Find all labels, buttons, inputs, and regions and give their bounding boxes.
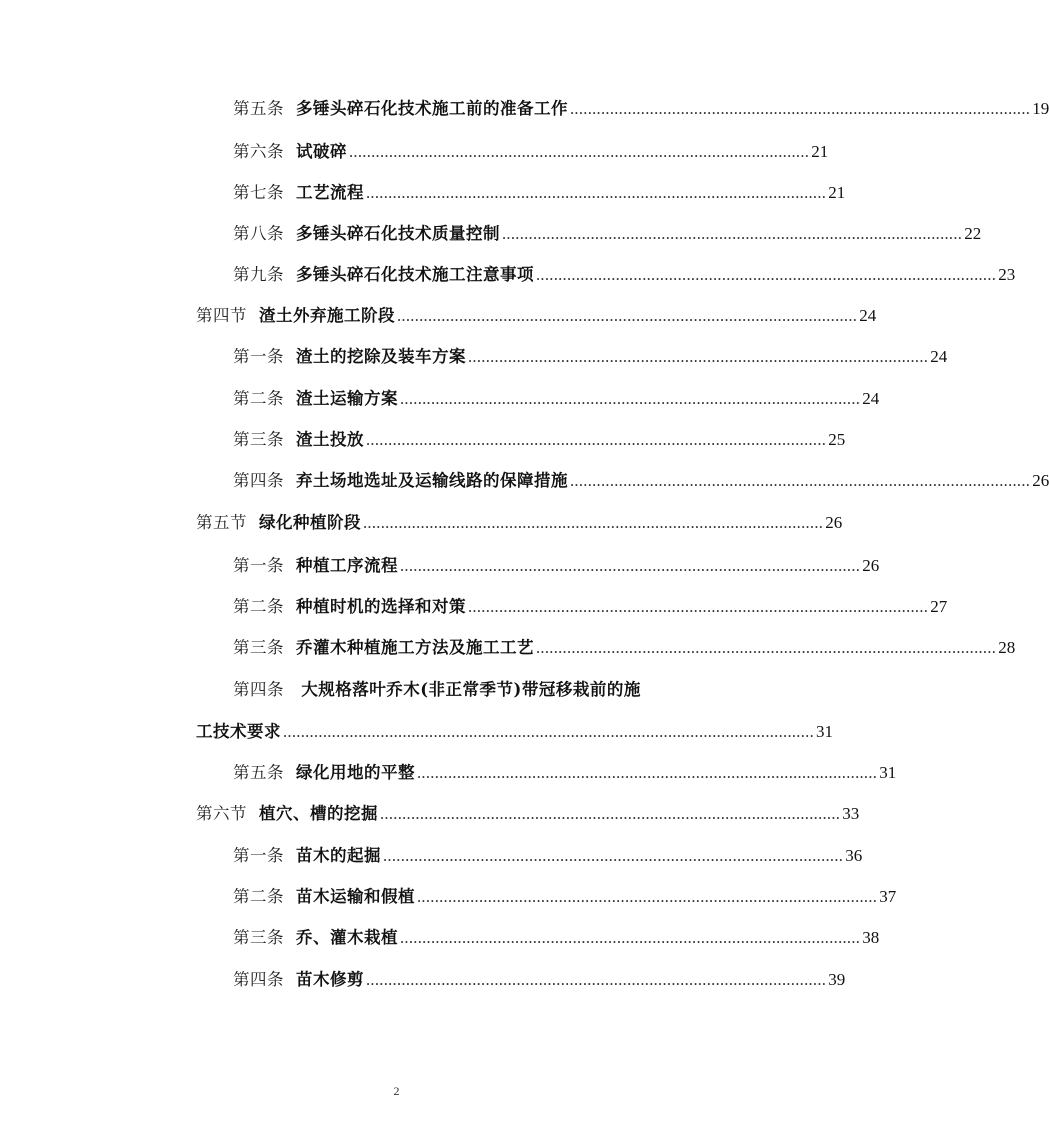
toc-entry-number: 第七条 (233, 183, 284, 202)
toc-entry-page: 38 (862, 928, 880, 947)
toc-entry-page: 19 (1032, 99, 1049, 118)
dot-leader: ........................................................................................................ (570, 99, 1031, 118)
dot-leader: ........................................................................................................ (383, 846, 844, 865)
toc-entry-number: 第四条 (233, 680, 284, 699)
dot-leader: ........................................................................................................ (468, 347, 929, 366)
toc-entry-title: 试破碎 (296, 142, 347, 161)
toc-entry-title: 苗木修剪 (296, 970, 364, 989)
dot-leader: ........................................................................................................ (536, 265, 997, 284)
toc-entry-page: 24 (930, 347, 948, 366)
toc-entry[interactable] (233, 925, 880, 951)
toc-entry-title: 多锤头碎石化技术施工前的准备工作 (296, 99, 568, 118)
dot-leader: ........................................................................................................................ (283, 722, 814, 741)
dot-leader: ........................................................................................................ (397, 306, 858, 325)
dot-leader: ........................................................................................................ (502, 224, 963, 243)
page-number-footer: 2 (393, 1084, 400, 1098)
toc-entry-title: 种植工序流程 (296, 556, 398, 575)
toc-entry-number: 第四条 (233, 970, 284, 989)
dot-leader: ........................................................................................................ (400, 556, 861, 575)
toc-entry-page: 26 (862, 556, 880, 575)
toc-entry-page: 21 (828, 183, 846, 202)
toc-entry-title: 种植时机的选择和对策 (296, 597, 466, 616)
toc-entry-number: 第四条 (233, 471, 284, 490)
toc-entry-number: 第四节 (196, 306, 247, 325)
toc-entry-number: 第三条 (233, 638, 284, 657)
toc-entry-number: 第一条 (233, 347, 284, 366)
toc-entry-number: 第二条 (233, 597, 284, 616)
dot-leader: ........................................................................................................ (380, 804, 841, 823)
dot-leader: ........................................................................................................ (417, 887, 878, 906)
toc-entry-title: 乔、灌木栽植 (296, 928, 398, 947)
toc-entry-title: 渣土外弃施工阶段 (259, 306, 395, 325)
toc-entry-page: 26 (825, 513, 843, 532)
toc-entry-page: 26 (1032, 471, 1049, 490)
toc-entry[interactable] (233, 553, 880, 579)
toc-entry[interactable] (233, 967, 846, 993)
toc-entry-number: 第五条 (233, 99, 284, 118)
toc-entry-number: 第一条 (233, 846, 284, 865)
dot-leader: ........................................................................................................ (363, 513, 824, 532)
toc-entry-page: 33 (842, 804, 860, 823)
toc-entry-page: 39 (828, 970, 846, 989)
toc-entry-title: 植穴、槽的挖掘 (259, 804, 378, 823)
dot-leader: ........................................................................................................ (349, 142, 810, 161)
dot-leader: ........................................................................................................ (417, 763, 878, 782)
toc-entry-title: 多锤头碎石化技术质量控制 (296, 224, 500, 243)
toc-entry-title: 工艺流程 (296, 183, 364, 202)
toc-entry-wrapped-second-line[interactable] (196, 719, 833, 745)
dot-leader: ........................................................................................................ (366, 970, 827, 989)
toc-entry[interactable] (233, 427, 846, 453)
toc-entry[interactable] (233, 139, 829, 165)
toc-entry-title: 弃土场地选址及运输线路的保障措施 (296, 471, 568, 490)
toc-entry-title: 大规格落叶乔木(非正常季节)带冠移栽前的施 (301, 680, 641, 699)
dot-leader: ........................................................................................................ (366, 183, 827, 202)
dot-leader: ........................................................................................................ (366, 430, 827, 449)
toc-entry-number: 第八条 (233, 224, 284, 243)
toc-entry-page: 25 (828, 430, 846, 449)
toc-entry-number: 第二条 (233, 389, 284, 408)
toc-entry-number: 第九条 (233, 265, 284, 284)
toc-section-entry[interactable] (196, 303, 877, 329)
toc-entry[interactable] (233, 386, 880, 412)
toc-entry[interactable] (233, 180, 846, 206)
toc-entry[interactable] (233, 262, 1016, 288)
toc-entry[interactable] (233, 884, 897, 910)
toc-entry[interactable] (233, 760, 897, 786)
toc-entry-page: 36 (845, 846, 863, 865)
toc-entry-number: 第二条 (233, 887, 284, 906)
toc-entry-title: 绿化用地的平整 (296, 763, 415, 782)
toc-entry-number: 第六节 (196, 804, 247, 823)
toc-entry-number: 第六条 (233, 142, 284, 161)
toc-entry[interactable] (233, 635, 1016, 661)
toc-entry-wrapped-first-line[interactable] (233, 677, 673, 703)
toc-entry-page: 37 (879, 887, 897, 906)
toc-entry-page: 24 (862, 389, 880, 408)
toc-entry-number: 第五节 (196, 513, 247, 532)
toc-entry[interactable] (233, 344, 948, 370)
toc-section-entry[interactable] (196, 510, 843, 536)
toc-entry-page: 31 (879, 763, 897, 782)
dot-leader: ........................................................................................................ (400, 928, 861, 947)
toc-entry-title: 乔灌木种植施工方法及施工工艺 (296, 638, 534, 657)
toc-entry-page: 21 (811, 142, 829, 161)
toc-entry-number: 第三条 (233, 430, 284, 449)
toc-entry-title: 渣土投放 (296, 430, 364, 449)
dot-leader: ........................................................................................................ (570, 471, 1031, 490)
toc-entry-title: 渣土的挖除及装车方案 (296, 347, 466, 366)
toc-entry-title: 渣土运输方案 (296, 389, 398, 408)
toc-entry-title: 苗木的起掘 (296, 846, 381, 865)
toc-entry[interactable] (233, 96, 1049, 122)
toc-entry-title: 多锤头碎石化技术施工注意事项 (296, 265, 534, 284)
toc-entry[interactable] (233, 221, 982, 247)
toc-entry-title: 苗木运输和假植 (296, 887, 415, 906)
toc-entry-title: 绿化种植阶段 (259, 513, 361, 532)
toc-entry-number: 第五条 (233, 763, 284, 782)
dot-leader: ........................................................................................................ (536, 638, 997, 657)
dot-leader: ........................................................................................................ (400, 389, 861, 408)
toc-entry[interactable] (233, 594, 948, 620)
toc-entry-page: 28 (998, 638, 1016, 657)
toc-entry-page: 27 (930, 597, 948, 616)
toc-entry-number: 第三条 (233, 928, 284, 947)
toc-entry[interactable] (233, 843, 863, 869)
toc-entry-title-continued: 工技术要求 (196, 722, 281, 741)
toc-entry-number: 第一条 (233, 556, 284, 575)
toc-entry-page: 24 (859, 306, 877, 325)
toc-entry-page: 22 (964, 224, 982, 243)
toc-entry-page: 23 (998, 265, 1016, 284)
toc-entry[interactable] (233, 468, 1049, 494)
dot-leader: ........................................................................................................ (468, 597, 929, 616)
toc-section-entry[interactable] (196, 801, 860, 827)
toc-entry-page: 31 (816, 722, 833, 741)
